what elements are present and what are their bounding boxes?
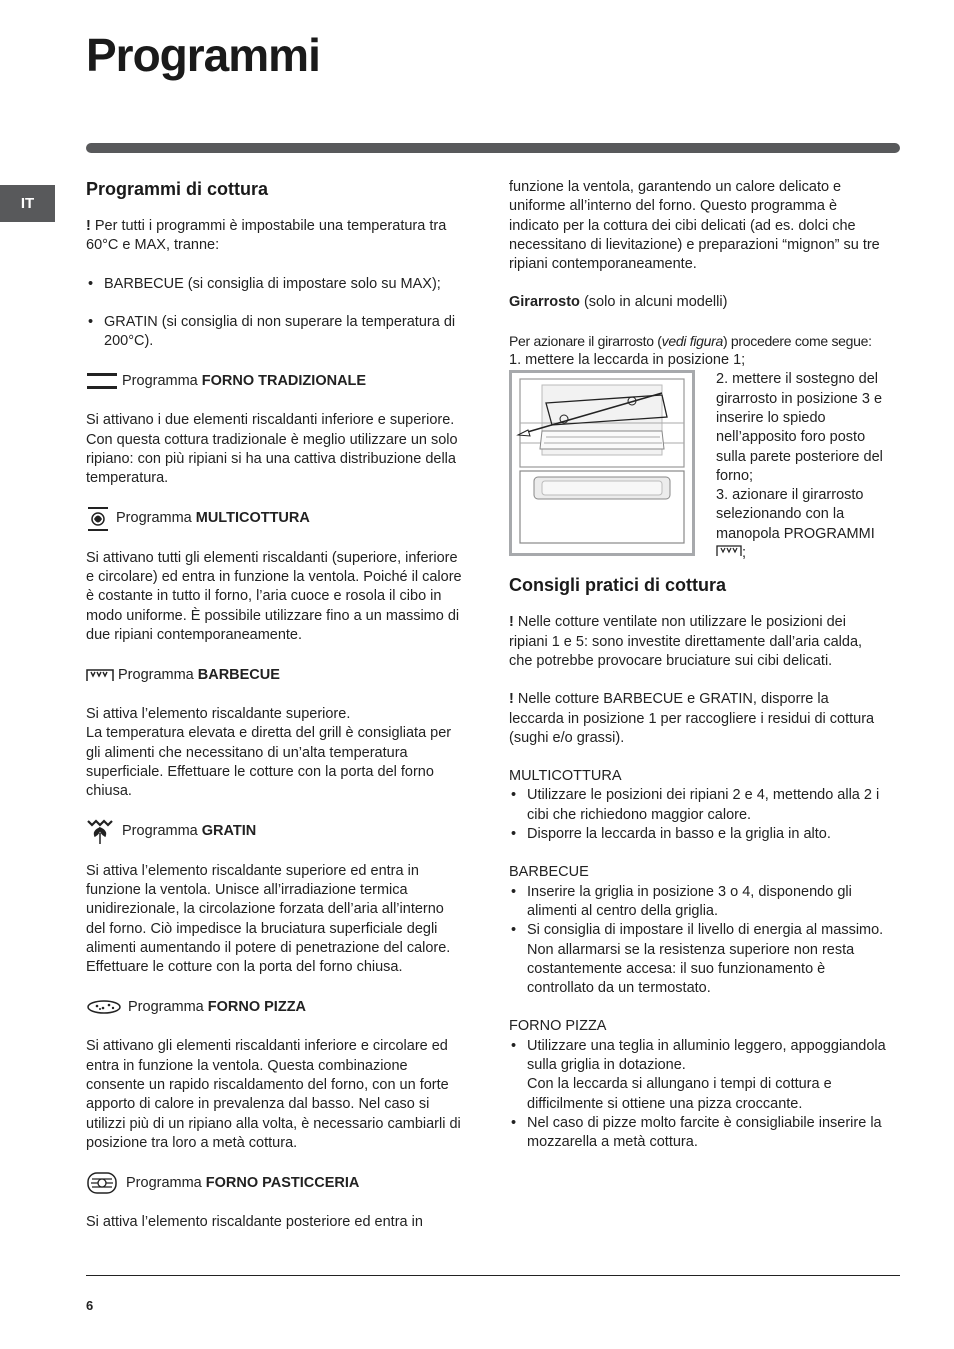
rotisserie-step: 1. mettere la leccarda in posizione 1; bbox=[509, 352, 746, 369]
list-item: • Disporre la leccarda in basso e la griglia in alto. bbox=[509, 825, 887, 844]
rotisserie-heading: Girarrosto (solo in alcuni modelli) bbox=[509, 294, 728, 311]
traditional-oven-icon bbox=[86, 370, 122, 392]
intro-note: ! Per tutti i programmi è impostabile una temperatura tra 60°C e MAX, tranne: bbox=[86, 218, 447, 254]
rotisserie-figure-block bbox=[509, 370, 887, 560]
gratin-icon bbox=[86, 821, 122, 843]
rotisserie-step: 3. azionare il girarrosto selezionando con la manopola PROGRAMMI ; bbox=[716, 487, 875, 562]
section-heading-programs: Programmi di cottura bbox=[86, 179, 269, 199]
footer-divider bbox=[86, 1275, 900, 1276]
barbecue-grill-icon bbox=[716, 545, 742, 561]
multicooking-icon bbox=[86, 508, 116, 530]
page-number: 6 bbox=[86, 1298, 94, 1313]
program-description: Si attiva l’elemento riscaldante superiore. bbox=[86, 706, 351, 723]
program-heading-pizza: Programma FORNO PIZZA bbox=[86, 996, 464, 1018]
rotisserie-intro: Per azionare il girarrosto (vedi figura) procedere come segue: bbox=[509, 332, 872, 349]
pastry-icon bbox=[86, 1172, 126, 1194]
tip-subheading: MULTICOTTURA bbox=[509, 768, 622, 785]
pizza-icon bbox=[86, 996, 128, 1018]
list-item: • BARBECUE (si consiglia di impostare solo su MAX); bbox=[86, 275, 464, 294]
program-description: La temperatura elevata e diretta del grill è consigliata per gli alimenti che necessitano di un’alta temperatura superficiale. Effettuare le cotture con la porta del forno chiusa. bbox=[86, 725, 452, 800]
program-description: Si attiva l’elemento riscaldante posteriore ed entra in bbox=[86, 1214, 423, 1231]
header-divider bbox=[86, 143, 900, 153]
right-column bbox=[509, 178, 887, 1153]
language-tab: IT bbox=[0, 185, 55, 222]
barbecue-grill-icon bbox=[86, 664, 118, 686]
program-description: Si attiva l’elemento riscaldante superiore ed entra in funzione la ventola. Unisce all’irradiazione termica unidirezionale, la circolazione forzata dell’aria all’interno del forno. Ciò impedisce la bruciatura superficiale degli alimenti aumentando il potere di penetrazione del calore. Effettuare le cotture con la porta del forno chiusa. bbox=[86, 862, 451, 976]
tip-subheading: FORNO PIZZA bbox=[509, 1018, 607, 1035]
list-item: • Si consiglia di impostare il livello di energia al massimo. Non allarmarsi se la resistenza superiore non resta costantemente accesa: il suo funzionamento è controllato da un termostato. bbox=[509, 921, 887, 998]
program-description: funzione la ventola, garantendo un calore delicato e uniforme all’interno del forno. Questo programma è indicato per la cottura dei cibi delicati (ad es. dolci che necessitano di lievitazione) e preparazioni “mignon” su tre ripiani contemporaneamente. bbox=[509, 179, 880, 273]
program-description: Si attivano gli elementi riscaldanti inferiore e circolare ed entra in funzione la ventola. Questa combinazione consente un rapido riscaldamento del forno, con un forte apporto di calore in prevalenza dal basso. Nel caso si utilizzi più di un ripiano alla volta, è necessario cambiarli di posizione tra loro a metà cottura. bbox=[86, 1038, 461, 1151]
page-title: Programmi bbox=[86, 29, 320, 81]
list-item: • Utilizzare le posizioni dei ripiani 2 e 4, mettendo alla 2 i cibi che richiedono maggior calore. bbox=[509, 786, 887, 825]
tip-note: ! Nelle cotture ventilate non utilizzare le posizioni dei ripiani 1 e 5: sono investite direttamente dall’aria calda, che potrebbe provocare bruciature sui cibi delicati. bbox=[509, 614, 863, 669]
left-column bbox=[86, 178, 464, 1233]
list-item: • Nel caso di pizze molto farcite è consigliabile inserire la mozzarella a metà cottura. bbox=[509, 1114, 887, 1153]
program-description: Si attivano i due elementi riscaldanti inferiore e superiore. Con questa cottura tradizionale è meglio utilizzare un solo ripiano: con più ripiani si ha una cattiva distribuzione della temperatura. bbox=[86, 412, 458, 487]
rotisserie-steps bbox=[716, 370, 891, 563]
program-heading-multicooking: Programma MULTICOTTURA bbox=[86, 508, 464, 530]
program-heading-gratin: Programma GRATIN bbox=[86, 821, 464, 843]
program-heading-pastry: Programma FORNO PASTICCERIA bbox=[86, 1172, 464, 1194]
list-item: • GRATIN (si consiglia di non superare la temperatura di 200°C). bbox=[86, 313, 464, 352]
program-description: Si attivano tutti gli elementi riscaldanti (superiore, inferiore e circolare) ed entra in funzione la ventola. Poiché il calore è costante in tutto il forno, l’aria cuoce e rosola il cibo in modo uniforme. È possibile utilizzare fino a un massimo di due ripiani contemporaneamente. bbox=[86, 549, 462, 643]
program-heading-traditional: Programma FORNO TRADIZIONALE bbox=[86, 370, 464, 392]
program-heading-barbecue: Programma BARBECUE bbox=[86, 664, 464, 686]
list-item-continuation: Con la leccarda si allungano i tempi di cottura e difficilmente si ottiene una pizza croccante. bbox=[527, 1076, 832, 1112]
list-item: • Inserire la griglia in posizione 3 o 4, disponendo gli alimenti al centro della griglia. bbox=[509, 883, 887, 922]
section-heading-tips: Consigli pratici di cottura bbox=[509, 575, 727, 596]
tip-note: ! Nelle cotture BARBECUE e GRATIN, disporre la leccarda in posizione 1 per raccogliere i residui di cottura (sughi e/o grassi). bbox=[509, 691, 875, 746]
rotisserie-step: 2. mettere il sostegno del girarrosto in posizione 3 e inserire lo spiedo nell’apposito foro posto sulla parete posteriore del forno; bbox=[716, 371, 883, 484]
tip-subheading: BARBECUE bbox=[509, 864, 589, 881]
list-item: • Utilizzare una teglia in alluminio leggero, appoggiandola sulla griglia in dotazione. bbox=[509, 1037, 887, 1076]
rotisserie-figure bbox=[509, 370, 695, 556]
